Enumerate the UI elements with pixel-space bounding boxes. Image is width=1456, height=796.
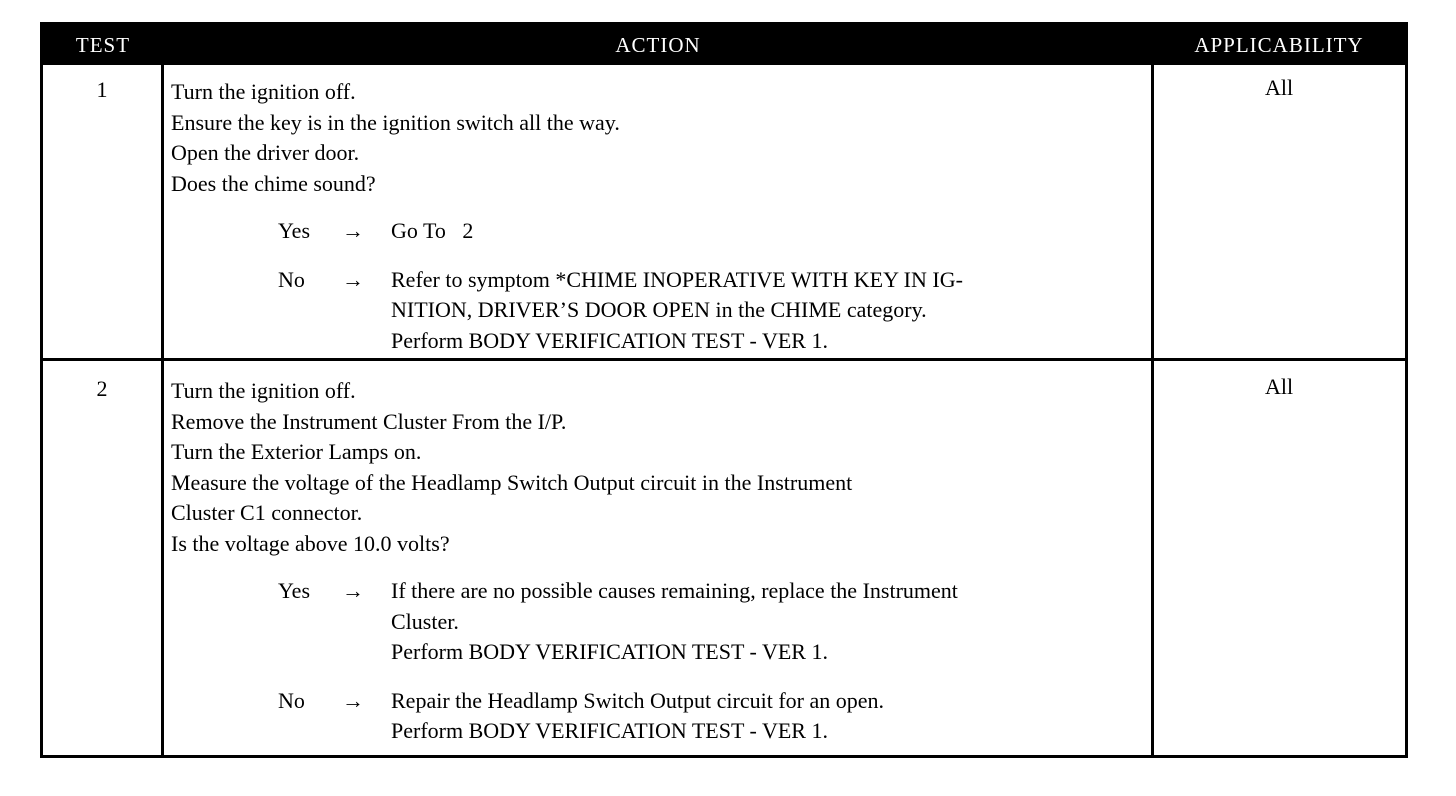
table-header bbox=[43, 25, 1405, 65]
arrow-icon: → bbox=[342, 218, 364, 243]
no-text: Repair the Headlamp Switch Output circuit for an open. bbox=[391, 687, 885, 713]
action-step: Does the chime sound? bbox=[171, 170, 376, 196]
arrow-icon: → bbox=[342, 266, 364, 292]
diagnostic-table bbox=[40, 22, 1408, 758]
arrow-icon: → bbox=[342, 687, 364, 713]
action-step: Ensure the key is in the ignition switch all the way. bbox=[171, 109, 620, 135]
yes-label: Yes bbox=[278, 218, 311, 243]
arrow-icon: → bbox=[342, 578, 364, 603]
yes-answer bbox=[171, 576, 1145, 668]
yes-text: If there are no possible causes remaining, replace the Instrument bbox=[391, 578, 958, 603]
header-test: TEST bbox=[75, 33, 131, 57]
action-step: Cluster C1 connector. bbox=[171, 500, 363, 525]
action-step: Remove the Instrument Cluster From the I/P. bbox=[171, 408, 567, 434]
no-answer bbox=[171, 686, 1145, 747]
header-action: ACTION bbox=[615, 33, 701, 57]
no-text: Perform BODY VERIFICATION TEST - VER 1. bbox=[391, 718, 828, 743]
action-step: Open the driver door. bbox=[171, 140, 360, 165]
no-text: Perform BODY VERIFICATION TEST - VER 1. bbox=[391, 327, 828, 353]
table-row bbox=[43, 65, 1405, 361]
yes-label: Yes bbox=[278, 578, 311, 603]
yes-answer bbox=[171, 216, 1145, 247]
no-label: No bbox=[278, 266, 305, 292]
action-step: Is the voltage above 10.0 volts? bbox=[171, 530, 450, 556]
action-step: Turn the ignition off. bbox=[171, 79, 356, 104]
applicability-value: All bbox=[1264, 374, 1294, 399]
yes-text: Perform BODY VERIFICATION TEST - VER 1. bbox=[391, 639, 828, 664]
action-step: Turn the Exterior Lamps on. bbox=[171, 439, 422, 464]
no-text: Refer to symptom *CHIME INOPERATIVE WITH KEY IN IG- bbox=[391, 266, 963, 292]
action-cell bbox=[171, 376, 1145, 747]
header-applicability: APPLICABILITY bbox=[1194, 33, 1364, 57]
action-step: Turn the ignition off. bbox=[171, 378, 356, 403]
test-number: 2 bbox=[96, 376, 108, 401]
test-number: 1 bbox=[96, 77, 108, 102]
no-text: NITION, DRIVER’S DOOR OPEN in the CHIME category. bbox=[391, 297, 927, 322]
yes-text: Go To 2 bbox=[391, 218, 474, 243]
action-step: Measure the voltage of the Headlamp Switch Output circuit in the Instrument bbox=[171, 469, 853, 495]
table-row bbox=[43, 364, 1405, 756]
no-answer bbox=[171, 265, 1145, 357]
action-cell bbox=[171, 77, 1145, 356]
yes-text: Cluster. bbox=[391, 608, 459, 634]
no-label: No bbox=[278, 687, 305, 713]
applicability-value: All bbox=[1264, 75, 1294, 100]
